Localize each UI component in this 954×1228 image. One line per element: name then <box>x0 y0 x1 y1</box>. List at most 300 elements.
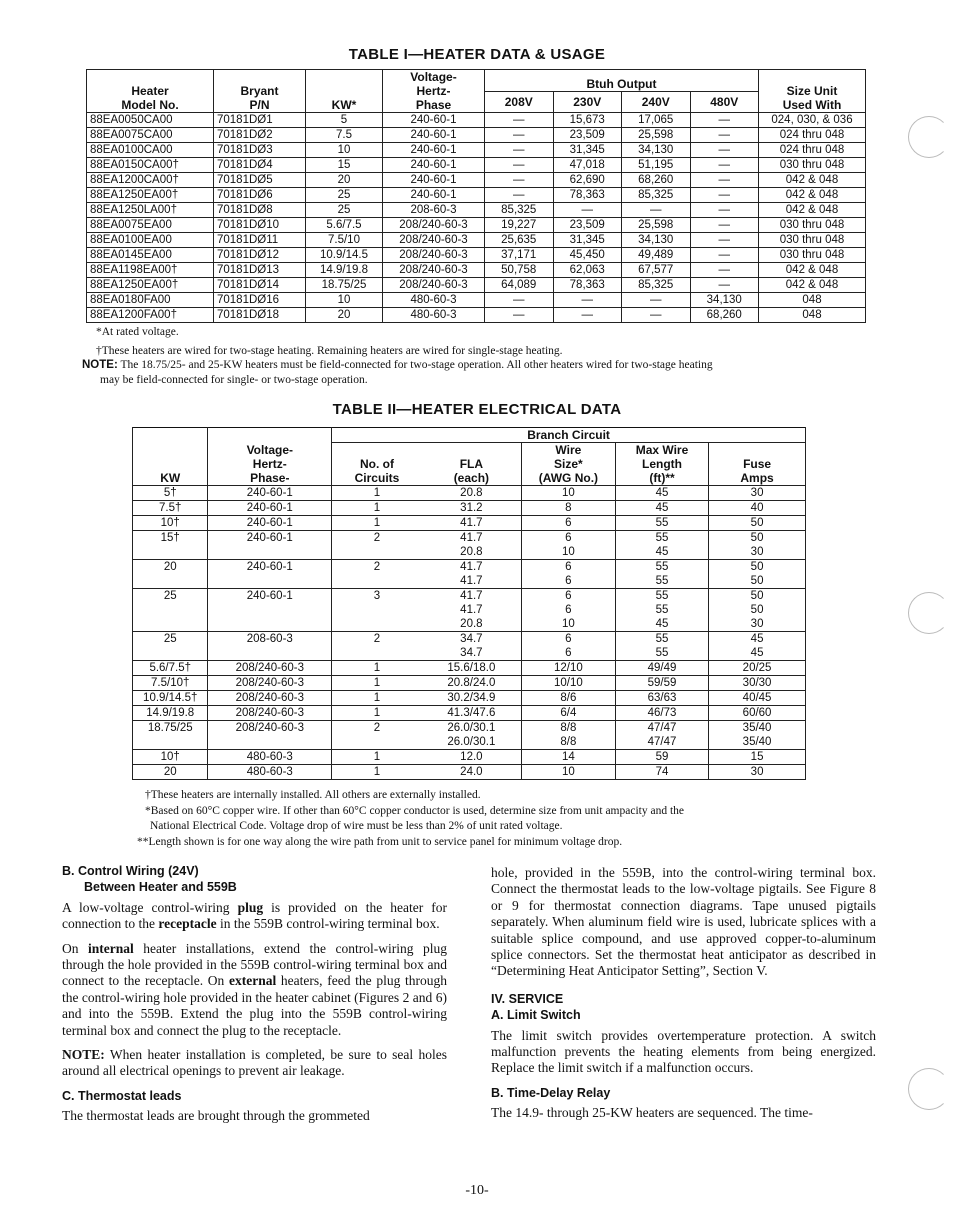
table-cell: 1 <box>332 676 422 691</box>
table-cell: 20/25 <box>709 661 806 676</box>
heading-thermostat-leads: C. Thermostat leads <box>62 1088 182 1103</box>
para-internal-external: On internal heater installations, extend the control-wiring plug through the hole provided in the 559B control-wiring terminal box and connect to the receptacle. On external heaters, feed the plug through the control-wiring hole provided in the heater cabinet (Figures 2 and 6) and into the 559B. Extend the plug into the 559B control-wiring terminal box and connect the plug to the receptacle. <box>62 940 447 1038</box>
table-row <box>133 589 806 604</box>
table-cell: 70181DØ18 <box>214 308 306 323</box>
col-kw: KW* <box>306 70 383 113</box>
table-cell: 25,635 <box>485 233 554 248</box>
table-cell: 45,450 <box>553 248 622 263</box>
table-cell: 85,325 <box>622 278 691 293</box>
para-limit-switch: The limit switch provides overtemperature protection. A switch malfunction prevents the heating elements from being energized. Replace the limit switch if a malfunction occurs. <box>491 1027 876 1076</box>
table-cell: — <box>485 113 554 128</box>
heater-electrical-table <box>132 427 806 780</box>
para-time-delay: The 14.9- through 25-KW heaters are sequenced. The time- <box>491 1105 813 1121</box>
table-cell: 67,577 <box>622 263 691 278</box>
right-column <box>491 865 876 1130</box>
table-cell: — <box>622 203 691 218</box>
table-cell: 88EA1250LA00† <box>87 203 214 218</box>
table-cell: 1 <box>332 750 422 765</box>
table-cell: 34,130 <box>622 143 691 158</box>
table-cell: 5.6/7.5† <box>133 661 208 676</box>
col-230v: 230V <box>553 91 622 113</box>
table-cell: 10 <box>521 765 615 780</box>
heater-data-table <box>86 69 866 323</box>
table-cell: 208/240-60-3 <box>208 706 332 721</box>
table-cell: 1 <box>332 765 422 780</box>
table-cell: 20 <box>133 560 208 589</box>
para-note-seal: NOTE: When heater installation is completed, be sure to seal holes around all electrical openings to prevent air leakage. <box>62 1047 447 1079</box>
table-cell: 208-60-3 <box>208 632 332 661</box>
table-cell: 88EA1250EA00† <box>87 188 214 203</box>
table-row <box>133 531 806 546</box>
table-cell: 7.5 <box>306 128 383 143</box>
heading-time-delay-relay: B. Time-Delay Relay <box>491 1085 611 1100</box>
table-cell: 85,325 <box>485 203 554 218</box>
table-row <box>133 632 806 647</box>
table-cell: 20.8 <box>422 486 522 501</box>
table-cell: 25 <box>133 632 208 661</box>
table-cell: 31.2 <box>422 501 522 516</box>
table-row <box>87 308 866 323</box>
table-cell: 20 <box>306 308 383 323</box>
table-cell: 208/240-60-3 <box>208 691 332 706</box>
table-cell: 15.6/18.0 <box>422 661 522 676</box>
table-cell: 6 <box>521 516 615 531</box>
table-cell: 240-60-1 <box>383 113 485 128</box>
table-cell: 18.75/25 <box>306 278 383 293</box>
table-row <box>133 560 806 575</box>
col-heater-model: Heater Model No. <box>87 70 214 113</box>
table-cell: — <box>485 158 554 173</box>
table-cell: 70181DØ5 <box>214 173 306 188</box>
col-size-unit: Size Unit Used With <box>759 70 866 113</box>
col-208v: 208V <box>485 91 554 113</box>
table-cell: 10 <box>306 293 383 308</box>
table-cell: 042 & 048 <box>759 188 866 203</box>
table-cell: 6 <box>521 589 615 604</box>
table-cell: 240-60-1 <box>208 501 332 516</box>
table-cell: — <box>485 173 554 188</box>
table-cell: 45 <box>709 646 806 661</box>
table-cell: 88EA0180FA00 <box>87 293 214 308</box>
table-cell: 45 <box>615 501 708 516</box>
table2-note-copper-cont: National Electrical Code. Voltage drop of wire must be less than 2% of unit rated voltage. <box>150 820 563 832</box>
left-column <box>62 863 447 1133</box>
table-cell: — <box>690 218 759 233</box>
page-number: -10- <box>465 1183 489 1198</box>
table-cell: 25,598 <box>622 218 691 233</box>
table-cell: — <box>690 158 759 173</box>
table-cell: 042 & 048 <box>759 173 866 188</box>
table-cell: 31,345 <box>553 233 622 248</box>
table-cell: 70181DØ14 <box>214 278 306 293</box>
table-cell: — <box>622 308 691 323</box>
table-cell: 70181DØ6 <box>214 188 306 203</box>
table-cell: 45 <box>615 486 708 501</box>
table-cell: 6 <box>521 632 615 647</box>
table-cell: 30/30 <box>709 676 806 691</box>
table-cell: 2 <box>332 531 422 560</box>
table-cell: 2 <box>332 632 422 661</box>
table-cell: 23,509 <box>553 128 622 143</box>
table-cell: 50 <box>709 516 806 531</box>
table-cell: 88EA0145EA00 <box>87 248 214 263</box>
table-cell: 480-60-3 <box>208 750 332 765</box>
para-plug: A low-voltage control-wiring plug is provided on the heater for connection to the receptacle in the 559B control-wiring terminal box. <box>62 899 448 932</box>
table-row <box>87 143 866 158</box>
table-cell: 024 thru 048 <box>759 128 866 143</box>
heading-control-wiring: B. Control Wiring (24V) <box>62 864 199 878</box>
table-cell: 1 <box>332 501 422 516</box>
table-cell: 208/240-60-3 <box>208 661 332 676</box>
table-cell: 240-60-1 <box>208 531 332 560</box>
table-cell: 030 thru 048 <box>759 218 866 233</box>
table-cell: — <box>485 308 554 323</box>
table-cell: 40 <box>709 501 806 516</box>
table-cell: 20.8/24.0 <box>422 676 522 691</box>
table-cell: 88EA1198EA00† <box>87 263 214 278</box>
table-row <box>87 188 866 203</box>
table-cell: 60/60 <box>709 706 806 721</box>
table-cell: 1 <box>332 691 422 706</box>
table-cell: 41.7 <box>422 560 522 575</box>
table-row <box>87 248 866 263</box>
table-cell: 49/49 <box>615 661 708 676</box>
table-cell: 30.2/34.9 <box>422 691 522 706</box>
table-cell: 6/4 <box>521 706 615 721</box>
table-cell: 10.9/14.5 <box>306 248 383 263</box>
table-cell: 50,758 <box>485 263 554 278</box>
table-cell: 7.5/10† <box>133 676 208 691</box>
table-cell: 20 <box>133 765 208 780</box>
table-cell: 64,089 <box>485 278 554 293</box>
table-cell: 70181DØ8 <box>214 203 306 218</box>
table-cell: 240-60-1 <box>383 173 485 188</box>
table-cell: 88EA0100CA00 <box>87 143 214 158</box>
table-cell: 048 <box>759 308 866 323</box>
table-cell: 1 <box>332 486 422 501</box>
table-cell: 55 <box>615 589 708 604</box>
table-cell: 208/240-60-3 <box>383 263 485 278</box>
table-cell: 208/240-60-3 <box>383 233 485 248</box>
col-bryant-pn: Bryant P/N <box>214 70 306 113</box>
table-cell: — <box>690 278 759 293</box>
table-cell: 25 <box>306 203 383 218</box>
table-cell: 25 <box>133 589 208 632</box>
table-cell: 5 <box>306 113 383 128</box>
table-row <box>87 263 866 278</box>
table-cell: 2 <box>332 560 422 589</box>
table-row <box>87 128 866 143</box>
table-cell: 41.3/47.6 <box>422 706 522 721</box>
table-row <box>87 158 866 173</box>
table-cell: — <box>690 188 759 203</box>
table-cell: — <box>485 188 554 203</box>
table-cell: 240-60-1 <box>208 486 332 501</box>
table-cell: 34,130 <box>622 233 691 248</box>
table-cell: 26.0/30.1 <box>422 735 522 750</box>
table-cell: 37,171 <box>485 248 554 263</box>
table-cell: 50 <box>709 560 806 575</box>
table-cell: 30 <box>709 617 806 632</box>
table-row <box>133 765 806 780</box>
table2-note-internal: †These heaters are internally installed. All others are externally installed. <box>145 789 481 801</box>
table-cell: 88EA0150CA00† <box>87 158 214 173</box>
heading-control-wiring-sub: Between Heater and 559B <box>84 880 237 895</box>
table-cell: 88EA0100EA00 <box>87 233 214 248</box>
table-cell: 6 <box>521 603 615 617</box>
table-cell: 30 <box>709 545 806 560</box>
table-cell: — <box>690 143 759 158</box>
table-cell: 45 <box>615 545 708 560</box>
table-cell: 7.5/10 <box>306 233 383 248</box>
table-cell: 14.9/19.8 <box>133 706 208 721</box>
table-cell: 23,509 <box>553 218 622 233</box>
table-cell: 30 <box>709 765 806 780</box>
table-cell: 10† <box>133 750 208 765</box>
col-kw2: KW <box>133 428 208 486</box>
table-cell: 10.9/14.5† <box>133 691 208 706</box>
table1-note-main: NOTE: The 18.75/25- and 25-KW heaters must be field-connected for two-stage operation. All other heaters wired for two-stage heating <box>82 359 713 371</box>
table-cell: 70181DØ12 <box>214 248 306 263</box>
table-cell: 6 <box>521 531 615 546</box>
table-row <box>133 750 806 765</box>
table-cell: 35/40 <box>709 735 806 750</box>
table-row <box>133 516 806 531</box>
table-cell: 68,260 <box>622 173 691 188</box>
table-cell: 62,063 <box>553 263 622 278</box>
table-cell: 70181DØ10 <box>214 218 306 233</box>
table-cell: 88EA0050CA00 <box>87 113 214 128</box>
col-max-wire: Max Wire Length (ft)** <box>615 443 708 486</box>
table-cell: 2 <box>332 721 422 750</box>
table-cell: 10 <box>521 486 615 501</box>
col-circuits: No. of Circuits <box>332 443 422 486</box>
heading-service: IV. SERVICE <box>491 991 564 1006</box>
table-cell: 34.7 <box>422 646 522 661</box>
table-cell: 88EA0075EA00 <box>87 218 214 233</box>
table-cell: 1 <box>332 706 422 721</box>
table-cell: 34.7 <box>422 632 522 647</box>
table-cell: — <box>690 263 759 278</box>
table-cell: 208-60-3 <box>383 203 485 218</box>
table-cell: 88EA0075CA00 <box>87 128 214 143</box>
table-cell: — <box>690 233 759 248</box>
table-cell: 70181DØ4 <box>214 158 306 173</box>
table-cell: 70181DØ16 <box>214 293 306 308</box>
table-cell: 240-60-1 <box>383 188 485 203</box>
table-cell: 3 <box>332 589 422 632</box>
table-cell: 41.7 <box>422 603 522 617</box>
col-fla: FLA (each) <box>422 443 522 486</box>
table-cell: 85,325 <box>622 188 691 203</box>
table-cell: 20 <box>306 173 383 188</box>
table-cell: 240-60-1 <box>383 128 485 143</box>
para-thermostat-connect: hole, provided in the 559B, into the control-wiring terminal box. Connect the thermostat leads to the low-voltage pigtails. See Figure 8 or 9 for thermostat connection diagrams. Tape unused pigtails separately. When aluminum field wire is used, lubricate splices with a suitable splice compound, and use approved copper-to-aluminum splice connectors. Set the thermostat heat anticipator as described in “Determining Heat Anticipator Setting”, Section V. <box>491 865 876 979</box>
table-cell: 12/10 <box>521 661 615 676</box>
table-cell: 024, 030, & 036 <box>759 113 866 128</box>
table-cell: 47,018 <box>553 158 622 173</box>
table-cell: 55 <box>615 632 708 647</box>
table-cell: 15† <box>133 531 208 560</box>
col-btuh-output: Btuh Output <box>485 70 759 92</box>
table-cell: 15,673 <box>553 113 622 128</box>
table1-note-twostage: †These heaters are wired for two-stage heating. Remaining heaters are wired for single-stage heating. <box>96 345 563 357</box>
table-cell: 1 <box>332 661 422 676</box>
table-cell: 50 <box>709 589 806 604</box>
table-cell: 45 <box>709 632 806 647</box>
table-cell: 35/40 <box>709 721 806 736</box>
table-cell: 208/240-60-3 <box>208 721 332 750</box>
table-cell: 62,690 <box>553 173 622 188</box>
table-cell: 55 <box>615 560 708 575</box>
table-row <box>87 218 866 233</box>
table-cell: 208/240-60-3 <box>383 218 485 233</box>
table-cell: 480-60-3 <box>383 308 485 323</box>
margin-punch-hole <box>908 116 950 158</box>
table-row <box>133 661 806 676</box>
col-480v: 480V <box>690 91 759 113</box>
table-cell: 46/73 <box>615 706 708 721</box>
table-cell: 8/6 <box>521 691 615 706</box>
table-cell: 78,363 <box>553 188 622 203</box>
table-cell: 70181DØ3 <box>214 143 306 158</box>
table-cell: 10† <box>133 516 208 531</box>
table-row <box>133 676 806 691</box>
table-cell: 47/47 <box>615 735 708 750</box>
table-cell: 024 thru 048 <box>759 143 866 158</box>
table-cell: 6 <box>521 560 615 575</box>
table1-title: TABLE I—HEATER DATA & USAGE <box>348 46 606 63</box>
table-cell: 74 <box>615 765 708 780</box>
table-cell: 50 <box>709 603 806 617</box>
table-cell: 10 <box>521 545 615 560</box>
table-cell: 208/240-60-3 <box>208 676 332 691</box>
table-cell: — <box>485 293 554 308</box>
table-cell: 88EA1200FA00† <box>87 308 214 323</box>
table-cell: 8/8 <box>521 721 615 736</box>
table-row <box>133 706 806 721</box>
table-cell: 6 <box>521 646 615 661</box>
col-240v: 240V <box>622 91 691 113</box>
col-vhp2: Voltage- Hertz- Phase- <box>208 428 332 486</box>
table-cell: — <box>553 308 622 323</box>
table-cell: 240-60-1 <box>383 143 485 158</box>
table-cell: 480-60-3 <box>208 765 332 780</box>
table-cell: 47/47 <box>615 721 708 736</box>
table-cell: 41.7 <box>422 574 522 589</box>
col-branch-circuit: Branch Circuit <box>332 428 806 443</box>
table-cell: — <box>622 293 691 308</box>
table-cell: 40/45 <box>709 691 806 706</box>
table-cell: 30 <box>709 486 806 501</box>
table-cell: 55 <box>615 603 708 617</box>
table-row <box>133 486 806 501</box>
table-row <box>87 278 866 293</box>
table-cell: — <box>690 173 759 188</box>
table-cell: 208/240-60-3 <box>383 278 485 293</box>
table-cell: 240-60-1 <box>208 560 332 589</box>
table-cell: — <box>690 248 759 263</box>
table-cell: 17,065 <box>622 113 691 128</box>
table-cell: 70181DØ1 <box>214 113 306 128</box>
col-fuse: Fuse Amps <box>709 443 806 486</box>
table-cell: 042 & 048 <box>759 263 866 278</box>
table-row <box>133 501 806 516</box>
table-cell: 25 <box>306 188 383 203</box>
table-cell: — <box>553 203 622 218</box>
table-cell: 15 <box>306 158 383 173</box>
table-cell: 048 <box>759 293 866 308</box>
table-cell: 10/10 <box>521 676 615 691</box>
table-row <box>87 293 866 308</box>
table-cell: 31,345 <box>553 143 622 158</box>
table-cell: 240-60-1 <box>208 516 332 531</box>
table-cell: 12.0 <box>422 750 522 765</box>
table-cell: 10 <box>306 143 383 158</box>
table-cell: 88EA1200CA00† <box>87 173 214 188</box>
table-cell: 49,489 <box>622 248 691 263</box>
table-row <box>87 173 866 188</box>
margin-punch-hole <box>908 592 950 634</box>
table-cell: 15 <box>709 750 806 765</box>
table2-title: TABLE II—HEATER ELECTRICAL DATA <box>332 401 622 418</box>
table-cell: 55 <box>615 574 708 589</box>
table-cell: 50 <box>709 574 806 589</box>
table-cell: 24.0 <box>422 765 522 780</box>
table-cell: 240-60-1 <box>208 589 332 632</box>
table-row <box>133 721 806 736</box>
table2-note-length: **Length shown is for one way along the wire path from unit to service panel for minimum voltage drop. <box>137 836 623 848</box>
table-cell: — <box>485 128 554 143</box>
table-cell: 59/59 <box>615 676 708 691</box>
table-cell: 63/63 <box>615 691 708 706</box>
table-cell: 55 <box>615 646 708 661</box>
margin-punch-hole <box>908 1068 950 1110</box>
table-cell: 51,195 <box>622 158 691 173</box>
table-cell: 7.5† <box>133 501 208 516</box>
table-cell: 19,227 <box>485 218 554 233</box>
para-thermostat-leads: The thermostat leads are brought through the grommeted <box>62 1108 370 1124</box>
table-cell: 55 <box>615 516 708 531</box>
table-cell: 6 <box>521 574 615 589</box>
table-cell: 240-60-1 <box>383 158 485 173</box>
table-cell: 59 <box>615 750 708 765</box>
table-cell: 10 <box>521 617 615 632</box>
table-cell: — <box>690 113 759 128</box>
table-cell: 030 thru 048 <box>759 158 866 173</box>
table-cell: 41.7 <box>422 589 522 604</box>
table-cell: 208/240-60-3 <box>383 248 485 263</box>
table-cell: 26.0/30.1 <box>422 721 522 736</box>
table-cell: 14.9/19.8 <box>306 263 383 278</box>
table-cell: 41.7 <box>422 516 522 531</box>
table-cell: 50 <box>709 531 806 546</box>
table-cell: 34,130 <box>690 293 759 308</box>
table-cell: 030 thru 048 <box>759 248 866 263</box>
table-row <box>87 203 866 218</box>
table-cell: — <box>690 128 759 143</box>
col-voltage-hertz-phase: Voltage- Hertz- Phase <box>383 70 485 113</box>
table-cell: 8 <box>521 501 615 516</box>
table-cell: 68,260 <box>690 308 759 323</box>
table-cell: 042 & 048 <box>759 278 866 293</box>
table-cell: 8/8 <box>521 735 615 750</box>
table-row <box>133 691 806 706</box>
table-cell: 1 <box>332 516 422 531</box>
heading-limit-switch: A. Limit Switch <box>491 1008 581 1023</box>
table-cell: — <box>485 143 554 158</box>
table2-note-copper: *Based on 60°C copper wire. If other than 60°C copper conductor is used, determine size from unit ampacity and the <box>145 805 685 817</box>
